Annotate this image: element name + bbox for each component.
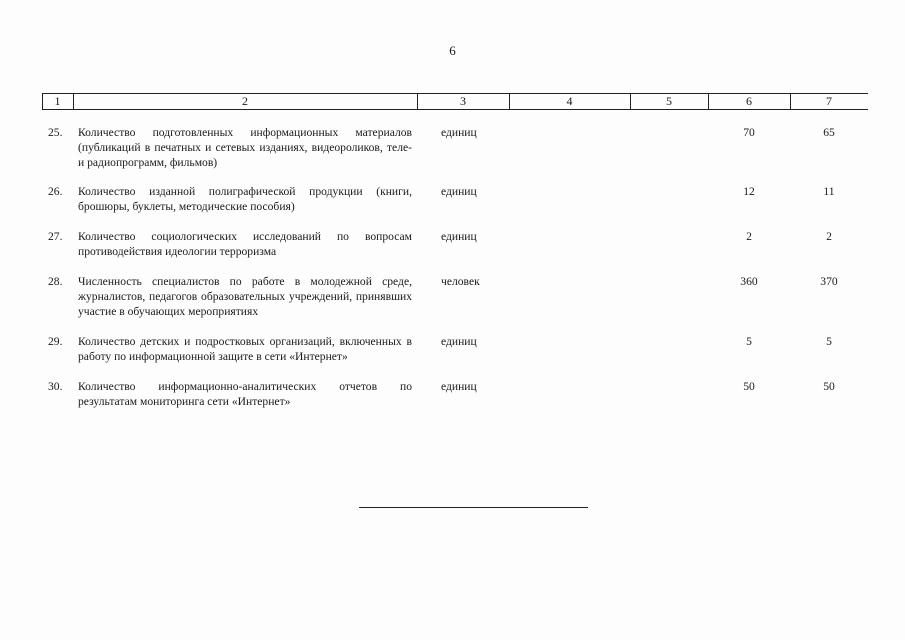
value-column-7: 11 [823, 185, 835, 198]
indicator-name: Количество подготовленных информационных материалов (публикаций в печатных и сетевых изданиях, видеороликов, теле- и радиопрограмм, фильмов) [78, 126, 412, 169]
header-bottom-border [42, 109, 868, 110]
row-number: 29. [48, 335, 63, 348]
column-header-2: 2 [242, 94, 248, 108]
value-column-6: 50 [743, 380, 755, 393]
column-header-7: 7 [826, 94, 832, 108]
unit-of-measure: единиц [441, 126, 477, 139]
row-number: 25. [48, 126, 63, 139]
value-column-6: 360 [740, 275, 758, 288]
table-header-row [42, 93, 868, 109]
value-column-7: 2 [826, 230, 832, 243]
unit-of-measure: единиц [441, 335, 477, 348]
unit-of-measure: единиц [441, 230, 477, 243]
value-column-6: 5 [746, 335, 752, 348]
indicator-name: Количество информационно-аналитических отчетов по результатам мониторинга сети «Интернет» [78, 380, 412, 408]
indicator-name: Численность специалистов по работе в молодежной среде, журналистов, педагогов образовательных учреждений, принявших участие в обучающих мероприятиях [78, 275, 412, 318]
end-of-document-rule [359, 507, 588, 508]
column-header-4: 4 [566, 94, 573, 108]
unit-of-measure: человек [441, 275, 480, 288]
row-number: 27. [48, 230, 63, 243]
row-number: 26. [48, 185, 63, 198]
column-header-3: 3 [460, 94, 466, 108]
value-column-6: 12 [743, 185, 755, 198]
column-header-5: 5 [666, 94, 672, 108]
column-header-1: 1 [54, 94, 61, 108]
row-number: 30. [48, 380, 63, 393]
indicator-name: Количество детских и подростковых организаций, включенных в работу по информационной защите в сети «Интернет» [78, 335, 412, 363]
value-column-6: 2 [746, 230, 752, 243]
page-number: 6 [449, 43, 456, 58]
value-column-7: 370 [820, 275, 838, 288]
unit-of-measure: единиц [441, 185, 477, 198]
unit-of-measure: единиц [441, 380, 477, 393]
column-header-6: 6 [746, 94, 752, 108]
value-column-7: 50 [823, 380, 835, 393]
row-number: 28. [48, 275, 63, 288]
value-column-7: 5 [826, 335, 832, 348]
value-column-7: 65 [823, 126, 835, 139]
indicator-name: Количество социологических исследований по вопросам противодействия идеологии терроризма [78, 230, 412, 258]
value-column-6: 70 [743, 126, 755, 139]
indicator-name: Количество изданной полиграфической продукции (книги, брошюры, буклеты, методические пособия) [78, 185, 412, 213]
